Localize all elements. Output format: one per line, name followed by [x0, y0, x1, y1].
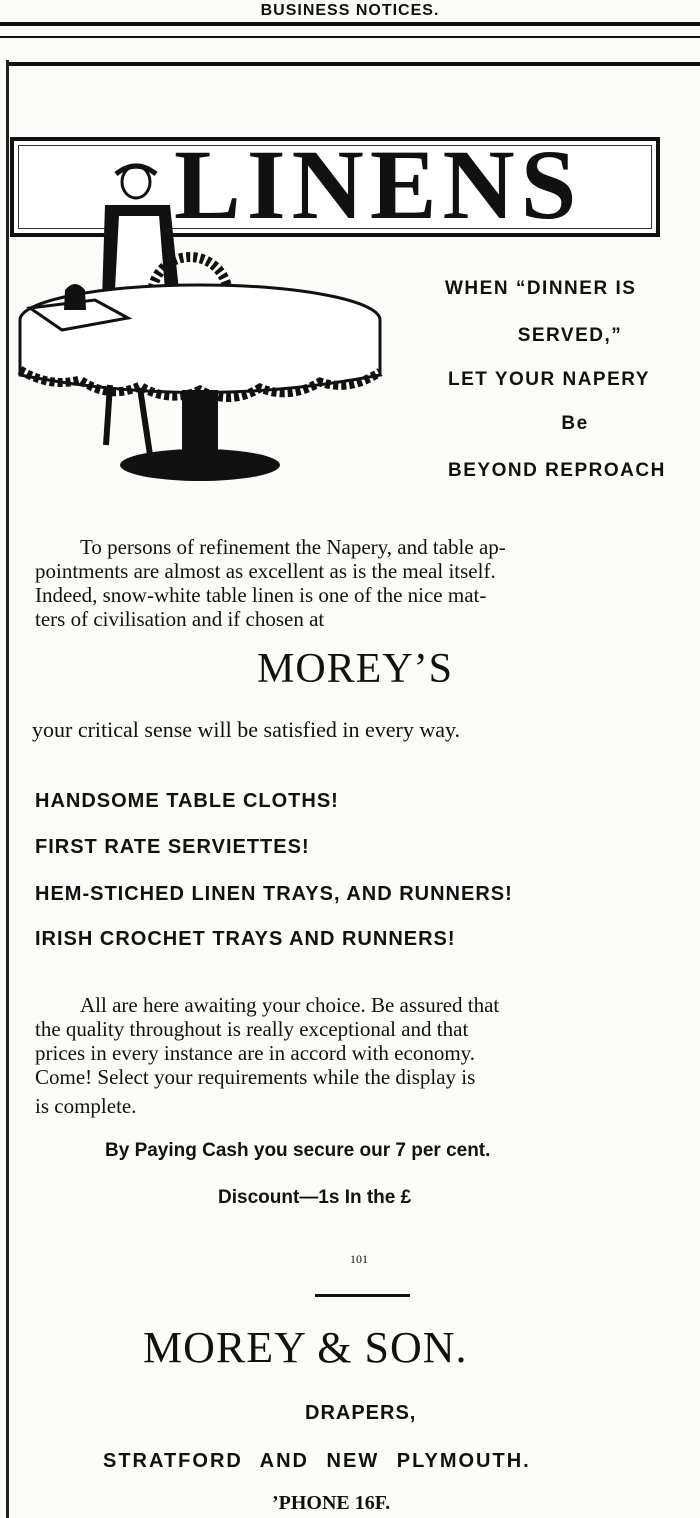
list-item: IRISH CROCHET TRAYS AND RUNNERS!: [35, 928, 456, 950]
intro-line-2: pointments are almost as excellent as is the meal itself.: [35, 559, 496, 583]
maid-apron: [114, 215, 166, 290]
store-name: MOREY’S: [256, 646, 454, 692]
maid-head: [122, 166, 150, 198]
divider-rule: [315, 1294, 410, 1297]
phone-line: ’PHONE 16F.: [272, 1492, 391, 1514]
column-border: [6, 60, 9, 1518]
discount-line-2: Discount—1s In the £: [218, 1187, 412, 1208]
table-pedestal: [182, 390, 218, 450]
headline-line-5: BEYOND REPROACH: [448, 460, 666, 481]
intro-line-4: ters of civilisation and if chosen at: [35, 607, 325, 631]
intro-line-3: Indeed, snow-white table linen is one of the nice mat-: [35, 583, 487, 607]
closing-line-2: the quality throughout is really exceptional and that: [35, 1017, 469, 1041]
header-rule-top: [0, 22, 700, 26]
list-item: FIRST RATE SERVIETTES!: [35, 836, 310, 858]
intro-line-1: To persons of refinement the Napery, and table ap-: [80, 535, 506, 559]
closing-line-4: Come! Select your requirements while the display is: [35, 1065, 476, 1089]
headline-line-1: WHEN “DINNER IS: [445, 278, 637, 299]
teapot: [64, 284, 86, 310]
satisfied-line: your critical sense will be satisfied in every way.: [32, 717, 461, 742]
closing-line-3: prices in every instance are in accord with economy.: [35, 1041, 476, 1065]
closing-line-1: All are here awaiting your choice. Be assured that: [80, 993, 500, 1017]
list-item: HANDSOME TABLE CLOTHS!: [35, 790, 339, 812]
table-base: [120, 449, 280, 481]
trade-label: DRAPERS,: [305, 1402, 417, 1424]
maid-table-illustration: [10, 160, 390, 515]
discount-line-1: By Paying Cash you secure our 7 per cent.: [105, 1140, 491, 1161]
divider-mark: 101: [350, 1252, 368, 1266]
closing-line-5: is complete.: [35, 1094, 137, 1118]
headline-line-4: Be: [561, 413, 589, 434]
list-item: HEM-STICHED LINEN TRAYS, AND RUNNERS!: [35, 883, 513, 905]
location-line: STRATFORD AND NEW PLYMOUTH.: [103, 1450, 531, 1472]
headline-line-3: LET YOUR NAPERY: [448, 369, 650, 390]
firm-name: MOREY & SON.: [143, 1323, 468, 1372]
header-rule-mid: [0, 36, 700, 38]
headline-line-2: SERVED,”: [517, 325, 623, 346]
section-header: BUSINESS NOTICES.: [260, 2, 440, 19]
header-rule-bottom: [8, 62, 700, 66]
banner-title: LINENS: [174, 129, 583, 240]
